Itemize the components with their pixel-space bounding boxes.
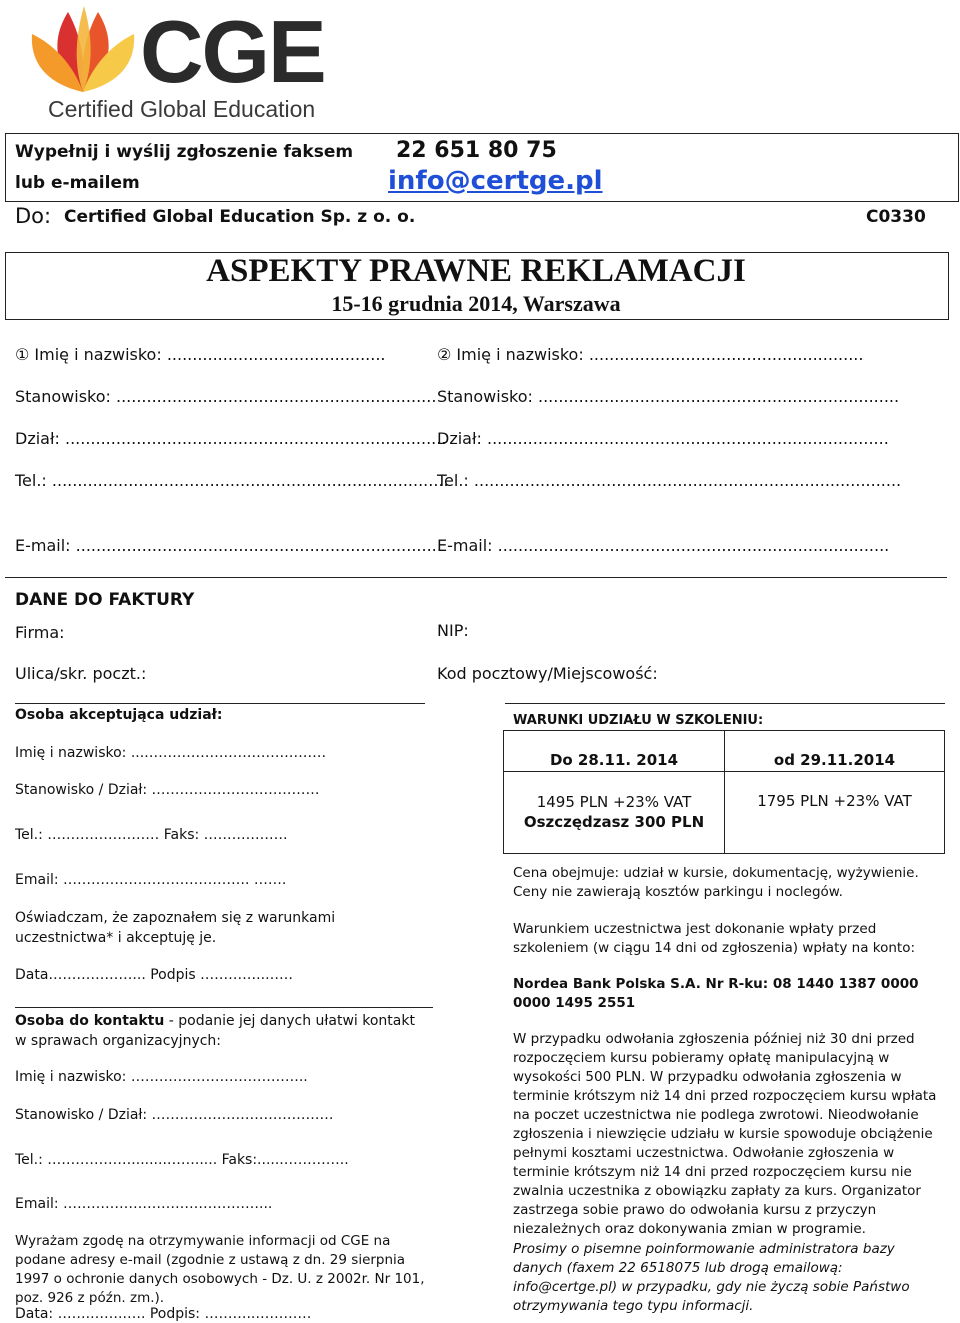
contact-heading-bold: Osoba do kontaktu [15, 1013, 165, 1029]
form-code: C0330 [866, 207, 926, 227]
acceptor-position[interactable]: Stanowisko / Dział: ……………………………… [15, 782, 320, 798]
course-date: 15-16 grudnia 2014, Warszawa [331, 291, 621, 316]
email-link[interactable]: info@certge.pl [388, 166, 603, 196]
conditions-heading: WARUNKI UDZIAŁU W SZKOLENIU: [513, 713, 764, 728]
price-col1-body [504, 772, 725, 854]
conditions-privacy: Prosimy o pisemne poinformowanie administratora bazy danych (faxem 22 6518075 lub drogą emailową: info@certge.pl) w przypadku, gdy nie życzą sobie Państwo otrzymywania tego typu informacji. [513, 1241, 910, 1314]
price-col1-header: Do 28.11. 2014 [504, 731, 725, 772]
price-col1-value: 1495 PLN +23% VAT [536, 793, 692, 811]
consent-date-sign[interactable]: Data: …….……..…. Podpis: ………..………… [15, 1306, 312, 1322]
divider [15, 703, 425, 704]
flower-logo-icon [28, 4, 138, 96]
participant2-email[interactable]: E-mail: ............................................................................. [437, 536, 890, 555]
conditions-payment: Warunkiem uczestnictwa jest dokonanie wpłaty przed szkoleniem (w ciągu 14 dni od zgłoszenia) wpłaty na konto: [513, 921, 916, 956]
consent-text: Wyrażam zgodę na otrzymywanie informacji od CGE na podane adresy e-mail (zgodnie z ustawą z dn. 29 sierpnia 1997 o ochronie danych osobowych - Dz. U. z 2002r. Nr 101, poz. 926 z późn. zm.). [15, 1233, 425, 1306]
contact-name[interactable]: Imię i nazwisko: ……………………………….. [15, 1069, 308, 1085]
invoice-postal[interactable]: Kod pocztowy/Miejscowość: [437, 664, 658, 683]
acceptor-heading: Osoba akceptująca udział: [15, 707, 223, 723]
price-col1-saving: Oszczędzasz 300 PLN [523, 813, 705, 831]
acceptor-email[interactable]: Email: …………………………………. ……. [15, 872, 287, 888]
conditions-includes: Cena obejmuje: udział w kursie, dokumentację, wyżywienie. Ceny nie zawierają kosztów parkingu i noclegów. [513, 865, 919, 900]
contact-heading-rest: - podanie jej danych ułatwi kontakt w sprawach organizacyjnych: [15, 1013, 415, 1049]
to-label: Do: [15, 204, 52, 228]
participant2-name[interactable]: ② Imię i nazwisko: ...................................................... [437, 345, 864, 364]
invoice-heading: DANE DO FAKTURY [15, 590, 195, 610]
course-title: ASPEKTY PRAWNE REKLAMACJI [206, 253, 746, 289]
participant2-dept[interactable]: Dział: ............................................................................... [437, 429, 889, 448]
conditions-cancellation: W przypadku odwołania zgłoszenia później niż 30 dni przed rozpoczęciem kursu pobieramy opłatę manipulacyjną w wysokości 500 PLN. W przypadku odwołania zgłoszenia w terminie krótszym niż 14 dni przed rozpoczęciem kursu wpłata na poczet uczestnictwa nie podlega zwrotowi. Nieodwołanie zgłoszenia i niewzięcie udziału w kursie spowoduje obciążenie pełnymi kosztami uczestnictwa. Odwołanie zgłoszenia w terminie krótszym niż 14 dni przed rozpoczęciem kursu nie zwalnia uczestnika z obowiązku zapłaty za kurs. Organizator zastrzega sobie prawo do odwołania kursu z przyczyn niezależnych oraz dokonywania zmian w programie. [513, 1031, 937, 1237]
participant1-position[interactable]: Stanowisko: ............................................................... [15, 387, 437, 406]
conditions-bank: Nordea Bank Polska S.A. Nr R-ku: 08 1440 1387 0000 0000 1495 2551 [513, 976, 919, 1011]
acceptor-date-sign[interactable]: Data………………... Podpis …………..…… [15, 967, 294, 983]
contact-email[interactable]: Email: ……………………………………... [15, 1196, 273, 1212]
participant1-tel[interactable]: Tel.: .............................................................................. [15, 471, 449, 490]
divider [15, 1007, 433, 1008]
price-col2-value: 1795 PLN +23% VAT [757, 792, 912, 810]
acceptor-tel-fax[interactable]: Tel.: …………………… Faks: ……………… [15, 827, 288, 843]
acceptor-declaration: Oświadczam, że zapoznałem się z warunkami uczestnictwa* i akceptuję je. [15, 910, 336, 946]
contact-heading [15, 1011, 415, 1051]
fax-label: Wypełnij i wyślij zgłoszenie faksem [15, 142, 354, 162]
contact-tel-fax[interactable]: Tel.: ………………........……..... Faks:......………….. [15, 1152, 349, 1168]
divider [5, 577, 947, 578]
participant2-position[interactable]: Stanowisko: ....................................................................... [437, 387, 900, 406]
participant1-dept[interactable]: Dział: ........................................................................... [15, 429, 447, 448]
email-label: lub e-mailem [15, 173, 140, 193]
logo-letters: CGE [140, 2, 325, 101]
to-company: Certified Global Education Sp. z o. o. [64, 207, 416, 227]
participant2-tel[interactable]: Tel.: .................................................................................... [437, 471, 902, 490]
participant1-email[interactable]: E-mail: ........................................................................ [15, 536, 442, 555]
logo-subtitle: Certified Global Education [48, 96, 316, 122]
fax-number: 22 651 80 75 [396, 138, 557, 163]
price-col2-body [725, 772, 945, 854]
divider [505, 703, 945, 704]
contact-position[interactable]: Stanowisko / Dział: ………………………………… [15, 1107, 334, 1123]
price-table [503, 730, 945, 854]
invoice-nip[interactable]: NIP: [437, 621, 469, 640]
price-col2-header: od 29.11.2014 [725, 731, 945, 772]
cge-logo [28, 2, 325, 124]
invoice-company[interactable]: Firma: [15, 623, 65, 642]
acceptor-name[interactable]: Imię i nazwisko: ...………………………………… [15, 745, 327, 761]
participant1-name[interactable]: ① Imię i nazwisko: ........................................... [15, 345, 386, 364]
invoice-street[interactable]: Ulica/skr. poczt.: [15, 664, 147, 683]
